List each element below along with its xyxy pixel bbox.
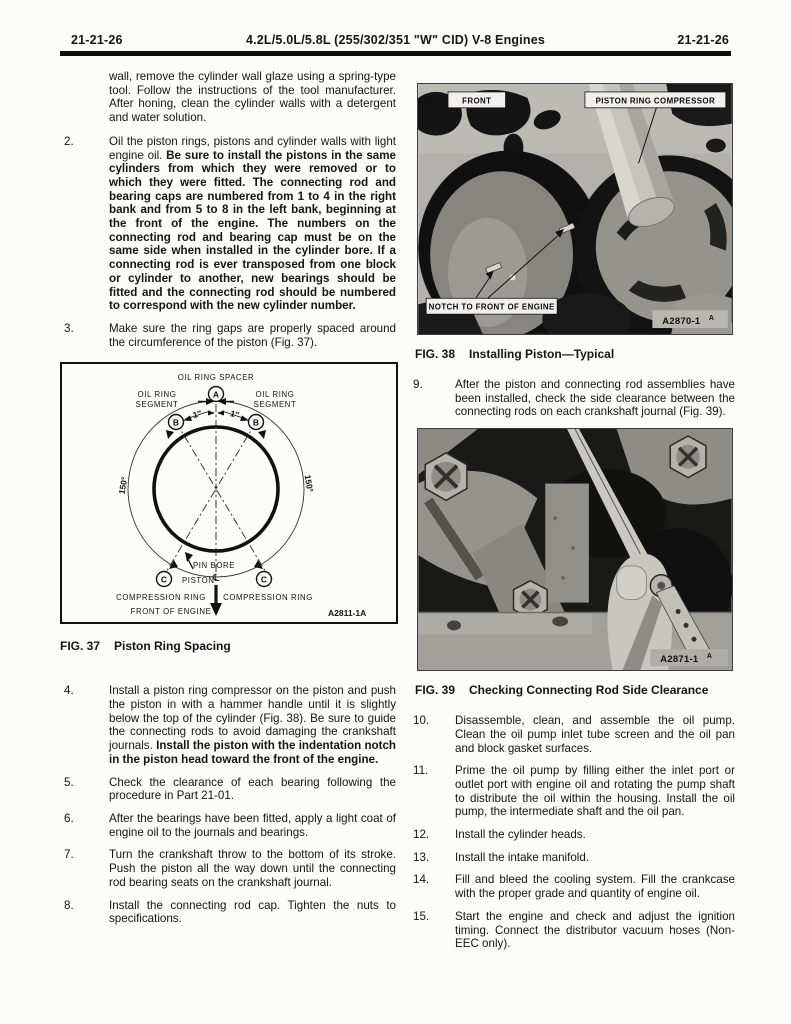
step-text (109, 684, 396, 766)
steps-right-bottom (413, 714, 735, 951)
step-text-normal: Fill and bleed the cooling system. Fill the crankcase with the proper grade and quantity of engine oil. (455, 873, 735, 901)
procedure-step (60, 899, 396, 926)
step-text (455, 764, 735, 819)
marker-b-right: B (252, 417, 260, 428)
marker-b-left: B (172, 417, 180, 428)
centerline-symbol: ℄ (212, 573, 220, 585)
procedure-step (60, 135, 396, 313)
step1-continuation: wall, remove the cylinder wall glaze using a spring-type tool. Follow the instructions of the tool manufacturer. After honing, clean the cylinder walls with a detergent and water solution. (109, 70, 396, 125)
procedure-step (60, 322, 396, 349)
step-number: 5. (64, 775, 74, 789)
marker-c-left: C (160, 574, 168, 585)
right-column (413, 83, 735, 960)
procedure-step (60, 848, 396, 889)
step-text-normal: Disassemble, clean, and assemble the oil pump. Clean the oil pump inlet tube screen and the oil pan and block gasket surfaces. (455, 714, 735, 755)
page-number-right: 21-21-26 (677, 33, 729, 47)
fig39-caption-label: FIG. 39 (415, 683, 456, 698)
fig37-caption-label: FIG. 37 (60, 639, 101, 654)
fig39-caption-title: Checking Connecting Rod Side Clearance (469, 683, 709, 698)
step-text: After the piston and connecting rod assemblies have been installed, check the side clearance between the connecting rods on each crankshaft journal (Fig. 39). (455, 378, 735, 419)
step-text-normal: Prime the oil pump by filling either the inlet port or outlet port with engine oil and rotating the pump shaft to distribute the oil within the housing. Install the oil pump, the intermediate shaft and the oil pan. (455, 764, 735, 819)
step-text-normal: Install the cylinder heads. (455, 828, 586, 842)
hex-bolt (670, 436, 706, 478)
fig39-art-code-sup: A (706, 653, 712, 661)
left-column (60, 70, 396, 935)
procedure-step (413, 828, 735, 842)
installing-piston-photo (418, 84, 732, 334)
oil-ring-segment-right-2: SEGMENT (253, 400, 297, 410)
procedure-step (413, 910, 735, 951)
step-text-normal: Start the engine and check and adjust the ignition timing. Connect the distributor vacuum hoses (Non-EEC only). (455, 909, 735, 951)
header-rule (60, 51, 731, 56)
compression-ring-right: COMPRESSION RING (223, 593, 313, 603)
step-text (455, 851, 735, 865)
oil-ring-segment-right-1: OIL RING (255, 390, 295, 400)
steps-left-top (60, 135, 396, 350)
step-text (109, 322, 396, 349)
piston-label: PISTON (182, 576, 215, 586)
step-number: 13. (413, 850, 430, 864)
procedure-step (413, 714, 735, 755)
step-number: 3. (64, 321, 74, 335)
step-text-normal: Oil the piston rings, pistons and cylinder walls with light engine oil. (109, 134, 396, 162)
step-number: 14. (413, 873, 430, 887)
front-label: FRONT (462, 96, 492, 106)
fig37-caption-title: Piston Ring Spacing (114, 639, 231, 654)
procedure-step (60, 776, 396, 803)
step-number: 12. (413, 828, 430, 842)
procedure-step (60, 812, 396, 839)
fig38-caption-title: Installing Piston—Typical (469, 347, 615, 361)
step-text-normal: Check the clearance of each bearing following the procedure in Part 21-01. (109, 775, 396, 803)
step-text (109, 776, 396, 803)
step-text-normal: Install the intake manifold. (455, 850, 590, 864)
piston-ring-compressor-label: PISTON RING COMPRESSOR (595, 96, 716, 106)
one-inch-right: 1″ (229, 408, 241, 421)
step-text (455, 873, 735, 900)
fig38-photo (417, 83, 733, 335)
step-text (455, 910, 735, 951)
step-number: 2. (64, 134, 74, 148)
notch-label: NOTCH TO FRONT OF ENGINE (428, 302, 555, 312)
step-number: 11. (413, 764, 429, 778)
step-number: 10. (413, 714, 430, 728)
procedure-step (413, 873, 735, 900)
fig38-art-code-sup: A (708, 315, 714, 323)
step-text-normal: Install the connecting rod cap. Tighten the nuts to specifications. (109, 898, 396, 926)
step-text (455, 714, 735, 755)
fig37-art-code: A2811-1A (328, 608, 367, 619)
compression-ring-left: COMPRESSION RING (116, 593, 206, 603)
page-number-left: 21-21-26 (71, 33, 123, 47)
fig38-art-code: A2870-1 (662, 315, 701, 327)
fig37-diagram (60, 362, 398, 624)
step-text (109, 848, 396, 889)
angle-150-left: 150° (116, 476, 130, 496)
steps-left-bottom (60, 684, 396, 926)
step-text-bold: Install the piston with the indentation notch in the piston head toward the front of the engine. (109, 739, 397, 766)
procedure-step (413, 764, 735, 819)
step-text (455, 828, 735, 842)
fig38-caption-label: FIG. 38 (415, 347, 456, 361)
fig39-caption (415, 683, 735, 697)
step-text-normal: Install a piston ring compressor on the piston and push the piston in with a hammer handle until it is slightly below the top of the cylinder (Fig. 38). Be sure to guide the connecting rods to avoid damaging the crankshaft journals. (109, 684, 396, 753)
fig37-caption (60, 639, 396, 653)
step-number: 6. (64, 811, 74, 825)
fig39-art-code: A2871-1 (660, 653, 699, 665)
checking-side-clearance-photo (418, 429, 732, 670)
step-number: 7. (64, 848, 74, 862)
pin-bore-label: PIN BORE (192, 561, 236, 571)
step-text (109, 135, 396, 313)
page-title: 4.2L/5.0L/5.8L (255/302/351 "W" CID) V-8 Engines (245, 33, 546, 47)
fig38-caption (415, 347, 735, 361)
fig39-photo (417, 428, 733, 671)
step-number: 4. (64, 684, 74, 698)
procedure-step (413, 851, 735, 865)
oil-ring-spacer-label: OIL RING SPACER (177, 373, 255, 383)
front-of-engine-label: FRONT OF ENGINE (130, 607, 212, 617)
step-text-normal: Turn the crankshaft throw to the bottom of its stroke. Push the piston all the way down until the connecting rod bearing seats on the crankshaft journal. (109, 848, 396, 889)
marker-a: A (212, 389, 220, 400)
oil-ring-segment-left-2: SEGMENT (135, 400, 179, 410)
one-inch-left: 1″ (191, 408, 203, 421)
step-number: 8. (64, 898, 74, 912)
procedure-step (60, 684, 396, 766)
step-text-bold: Be sure to install the pistons in the same cylinders from which they were removed or to which they were fitted. The connecting rod and bearing caps are numbered from 1 to 4 in the right bank and from 5 to 8 in the left bank, beginning at the front of the engine. The numbers on the connecting rod and bearing cap must be on the same side when installed in the cylinder bore. If a connecting rod is ever transposed from one block or cylinder to another, new bearings should be fitted and the connecting rod should be numbered to correspond with the new cylinder number. (109, 148, 397, 313)
step-text-normal: Make sure the ring gaps are properly spaced around the circumference of the piston (Fig. 37). (109, 321, 396, 349)
step-text-normal: After the bearings have been fitted, apply a light coat of engine oil to the journals and bearings. (109, 811, 396, 839)
piston-ring-spacing-diagram (62, 364, 396, 622)
procedure-step-9 (413, 378, 735, 419)
step-text (109, 812, 396, 839)
marker-c-right: C (260, 574, 268, 585)
step-number: 9. (413, 378, 423, 391)
angle-150-right: 150° (302, 474, 316, 494)
step-text (109, 899, 396, 926)
step-number: 15. (413, 909, 430, 923)
oil-ring-segment-left-1: OIL RING (137, 390, 177, 400)
